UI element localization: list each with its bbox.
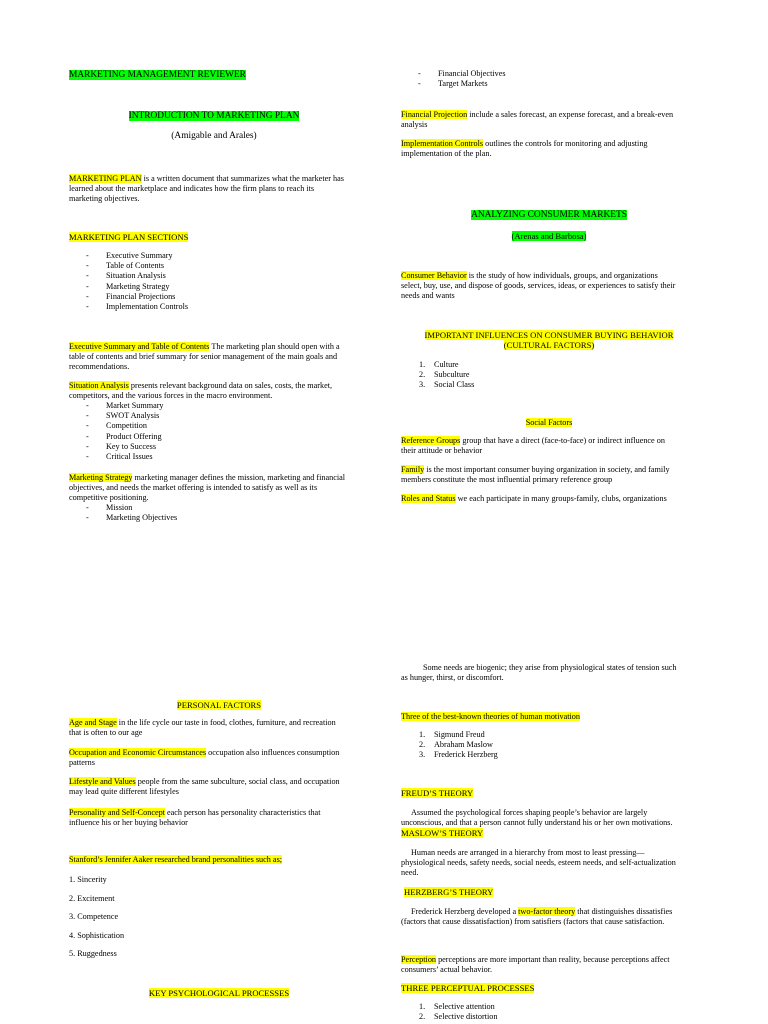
list-item: 1. Culture	[419, 360, 459, 369]
strategy-items-continued	[418, 69, 506, 89]
stanford-note: Stanford’s Jennifer Aaker researched brand personalities such as;	[69, 855, 283, 864]
list-item: 3. Competence	[69, 912, 119, 921]
personality-definition: Personality and Self-Concept each person has personality characteristics that influence his or her buying behavior	[69, 808, 321, 828]
herzberg-heading: HERZBERG’S THEORY	[404, 887, 494, 897]
reference-groups-definition: Reference Groups group that have a direct (face-to-face) or indirect influence on their attitude or behavior	[401, 436, 665, 456]
strategy-items	[86, 503, 177, 523]
marketing-plan-definition: MARKETING PLAN is a written document that summarizes what the marketer has learned about the marketplace and indicates how the firm plans to reach its marketing objectives.	[69, 174, 344, 204]
intro-heading: INTRODUCTION TO MARKETING PLAN	[128, 111, 300, 121]
theories-list	[419, 730, 498, 761]
theories-heading: Three of the best-known theories of human motivation	[401, 712, 580, 721]
lifestyle-definition: Lifestyle and Values people from the same subculture, social class, and occupation may lead quite different lifestyles	[69, 777, 340, 797]
freud-definition: Assumed the psychological forces shaping people’s behavior are largely unconscious, and that a person cannot fully understand his or her own motivations.	[401, 808, 673, 828]
family-definition: Family is the most important consumer buying organization in society, and family members constitute the most influential primary reference group	[401, 465, 670, 485]
list-item: - Table of Contents	[86, 261, 165, 271]
list-item: - Situation Analysis	[86, 271, 166, 281]
list-item: 4. Sophistication	[69, 930, 125, 940]
executive-summary-definition: Executive Summary and Table of Contents The marketing plan should open with a table of contents and brief summary for senior management of the main goals and recommendations.	[69, 342, 340, 372]
list-item: - Competition	[86, 421, 147, 431]
perception-definition: Perception perceptions are more important than reality, because perceptions affect consumers’ actual behavior.	[401, 955, 670, 975]
list-item: - Marketing Strategy	[86, 281, 170, 291]
herzberg-definition: Frederick Herzberg developed a two-factor theory that distinguishes dissatisfies (factors that cause dissatisfaction) from satisfiers (factors that cause satisfaction.	[401, 907, 673, 927]
list-item: - Critical Issues	[86, 452, 153, 462]
list-item: - Product Offering	[86, 431, 162, 441]
financial-projection-definition: Financial Projection include a sales forecast, an expense forecast, and a break-even analysis	[401, 110, 674, 130]
list-item: 1. Selective attention	[419, 1002, 495, 1011]
intro-authors: (Amigable and Arales)	[171, 131, 257, 141]
personal-factors-heading: PERSONAL FACTORS	[176, 700, 262, 710]
cultural-factors-list	[419, 360, 474, 391]
list-item: 1. Sigmund Freud	[419, 730, 485, 739]
consumer-markets-heading: ANALYZING CONSUMER MARKETS	[471, 210, 627, 220]
list-item: - Financial Objectives	[418, 69, 506, 78]
list-item: 2. Selective distortion	[419, 1012, 498, 1022]
list-item: 2. Abraham Maslow	[419, 740, 493, 750]
list-item: - Financial Projections	[86, 291, 176, 301]
sections-heading: MARKETING PLAN SECTIONS	[69, 232, 189, 242]
age-stage-definition: Age and Stage in the life cycle our taste in food, clothes, furniture, and recreation that is often to our age	[69, 718, 336, 738]
list-item: 3. Frederick Herzberg	[419, 750, 498, 760]
document-title: MARKETING MANAGEMENT REVIEWER	[69, 70, 246, 80]
consumer-behavior-definition: Consumer Behavior is the study of how individuals, groups, and organizations select, buy, use, and dispose of goods, services, ideas, or experiences to satisfy their needs and wants	[401, 271, 676, 301]
roles-status-definition: Roles and Status we each participate in many groups-family, clubs, organizations	[401, 494, 667, 503]
list-item: 3. Social Class	[419, 380, 475, 390]
list-item: - Marketing Objectives	[86, 513, 178, 523]
list-item: 1. Sincerity	[69, 875, 107, 884]
list-item: - SWOT Analysis	[86, 411, 160, 421]
list-item: - Target Markets	[418, 79, 488, 89]
freud-heading: FREUD’S THEORY	[401, 788, 474, 798]
list-item: - Implementation Controls	[86, 302, 189, 312]
three-perceptual-heading: THREE PERCEPTUAL PROCESSES	[401, 983, 535, 993]
list-item: 2. Excitement	[69, 893, 115, 903]
maslow-heading: MASLOW’S THEORY	[401, 828, 484, 838]
list-item: - Mission	[86, 503, 133, 512]
biogenic-needs-text: Some needs are biogenic; they arise from physiological states of tension such as hunger, thirst, or discomfort.	[401, 663, 677, 683]
list-item: - Market Summary	[86, 401, 164, 410]
list-item: 2. Subculture	[419, 370, 470, 380]
implementation-controls-definition: Implementation Controls outlines the controls for monitoring and adjusting implementation of the plan.	[401, 139, 648, 159]
situation-analysis-definition: Situation Analysis presents relevant background data on sales, costs, the market, competitors, and the various forces in the macro environment.	[69, 381, 333, 401]
key-psychological-heading: KEY PSYCHOLOGICAL PROCESSES	[148, 988, 290, 998]
influences-heading: IMPORTANT INFLUENCES ON CONSUMER BUYING BEHAVIOR (CULTURAL FACTORS)	[424, 330, 674, 351]
list-item: - Key to Success	[86, 441, 157, 451]
social-factors-heading: Social Factors	[525, 418, 573, 427]
sections-list	[86, 251, 188, 312]
list-item: - Executive Summary	[86, 251, 173, 260]
perceptual-list	[419, 1002, 497, 1022]
maslow-definition: Human needs are arranged in a hierarchy from most to least pressing— physiological needs, safety needs, social needs, esteem needs, and self-actualization need.	[401, 848, 676, 878]
brand-personalities-list	[69, 875, 124, 968]
consumer-markets-authors: (Arenas and Barbosa)	[511, 231, 587, 241]
occupation-definition: Occupation and Economic Circumstances occupation also influences consumption patterns	[69, 748, 340, 768]
list-item: 5. Ruggedness	[69, 949, 117, 958]
marketing-strategy-definition: Marketing Strategy marketing manager defines the mission, marketing and financial objectives, and needs the market offering is intended to satisfy as well as its competitive positioning.	[69, 473, 346, 503]
situation-items	[86, 401, 164, 462]
